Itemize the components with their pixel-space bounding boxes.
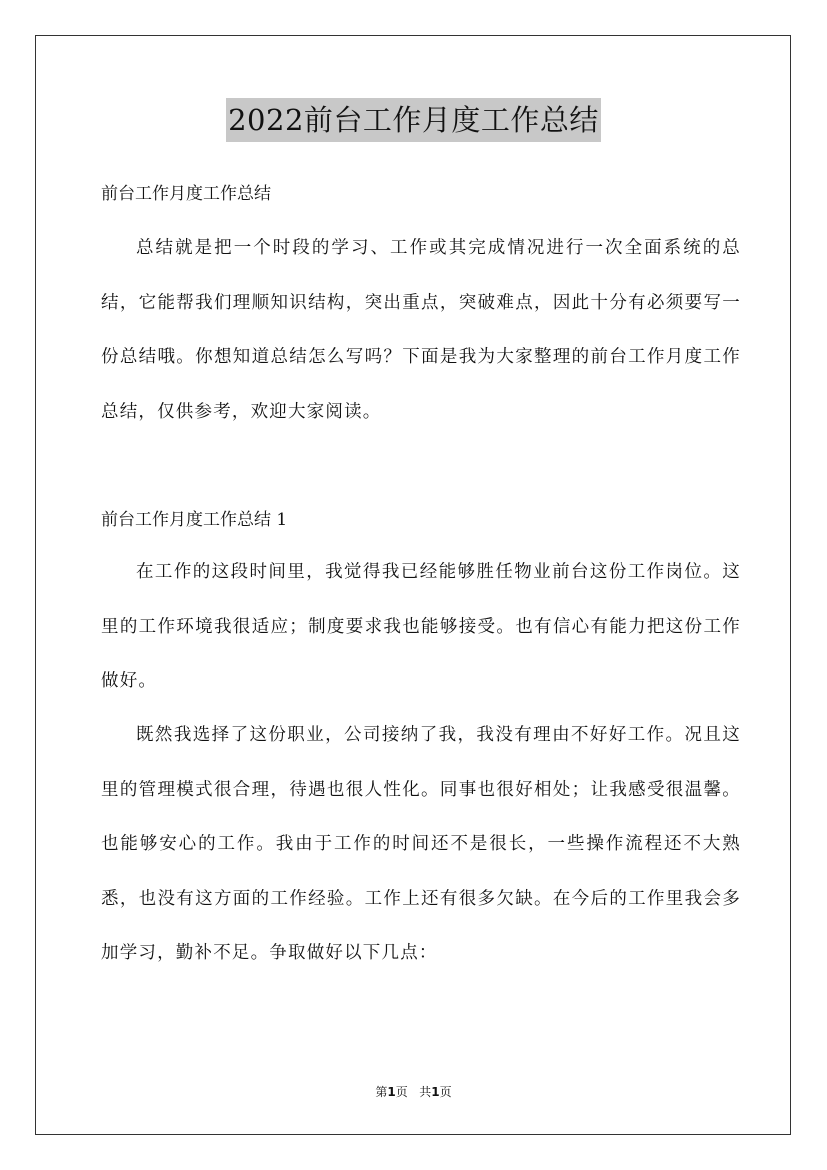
page-footer [0, 1083, 827, 1101]
total-suffix: 页 [439, 1085, 452, 1099]
subtitle-heading: 前台工作月度工作总结 [101, 184, 271, 204]
section-1-heading: 前台工作月度工作总结 1 [101, 510, 288, 530]
section-1-paragraph-1: 在工作的这段时间里，我觉得我已经能够胜任物业前台这份工作岗位。这里的工作环境我很适应；制度要求我也能够接受。也有信心有能力把这份工作做好。 [101, 562, 741, 691]
total-prefix: 共 [419, 1085, 432, 1099]
intro-paragraph: 总结就是把一个时段的学习、工作或其完成情况进行一次全面系统的总结，它能帮我们理顺知识结构，突出重点，突破难点，因此十分有必须要写一份总结哦。你想知道总结怎么写吗？下面是我为大家整理的前台工作月度工作总结，仅供参考，欢迎大家阅读。 [101, 238, 741, 422]
total-pages: 1 [431, 1085, 440, 1099]
section-1-paragraph-2: 既然我选择了这份职业，公司接纳了我，我没有理由不好好工作。况且这里的管理模式很合理，待遇也很人性化。同事也很好相处；让我感受很温馨。也能够安心的工作。我由于工作的时间还不是很长，一些操作流程还不大熟悉，也没有这方面的工作经验。工作上还有很多欠缺。在今后的工作里我会多加学习，勤补不足。争取做好以下几点： [101, 725, 741, 963]
page-prefix: 第 [375, 1085, 388, 1099]
title-container [0, 98, 827, 142]
page-number: 1 [387, 1085, 396, 1099]
page-suffix: 页 [395, 1085, 408, 1099]
document-title: 2022前台工作月度工作总结 [226, 98, 601, 142]
